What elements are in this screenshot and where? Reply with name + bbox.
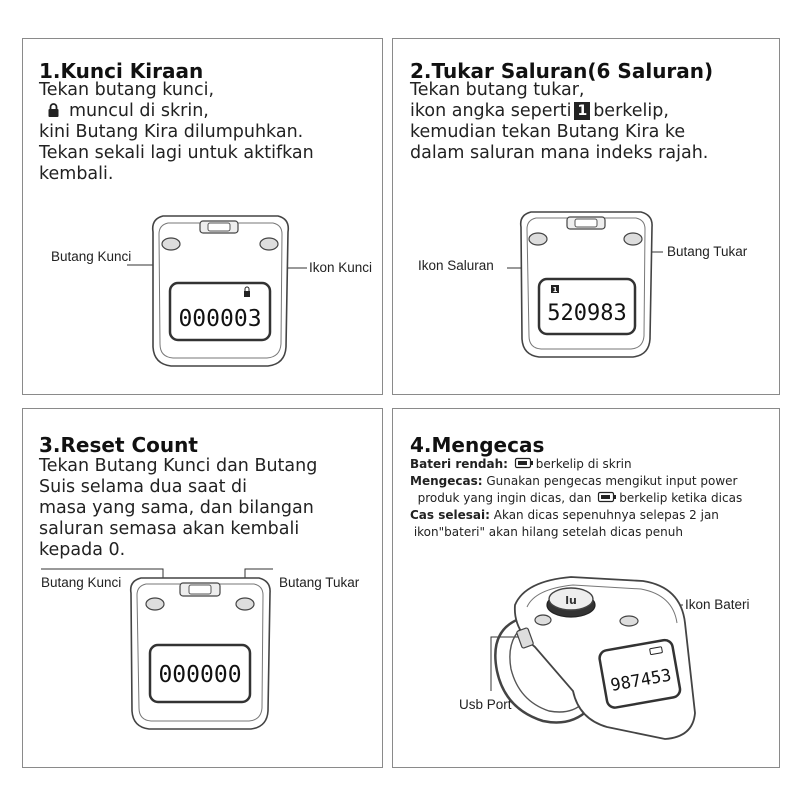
svg-text:1: 1 xyxy=(552,286,558,294)
panel-title: 2.Tukar Saluran(6 Saluran) xyxy=(410,59,714,83)
label-lock-icon: Ikon Kunci xyxy=(309,260,373,275)
label-battery-icon: Ikon Bateri xyxy=(685,597,750,612)
label-lock-button: Butang Kunci xyxy=(51,249,132,264)
instruction-line: kini Butang Kira dilumpuhkan. xyxy=(39,122,304,142)
counter-display: 000000 xyxy=(158,662,242,688)
instruction-line: Tekan Butang Kunci dan Butang xyxy=(39,456,318,476)
panel-title: 4.Mengecas xyxy=(410,433,545,457)
channel-number-icon: 1 xyxy=(574,102,590,120)
instruction-line: ikon"bateri" akan hilang setelah dicas penuh xyxy=(413,525,683,539)
instruction-line: Tekan sekali lagi untuk aktifkan xyxy=(39,143,314,163)
panel-switch-channel xyxy=(392,38,780,395)
panel-reset-count xyxy=(22,408,383,768)
counter-display: 000003 xyxy=(178,306,262,332)
label-switch-button: Butang Tukar xyxy=(667,244,748,259)
instruction-line: kepada 0. xyxy=(39,540,126,560)
counter-display: 987453 xyxy=(609,665,674,696)
counter-device-illustration xyxy=(23,409,384,769)
instruction-line: Tekan butang kunci, xyxy=(39,80,215,100)
label-lock-button: Butang Kunci xyxy=(41,575,122,590)
label-switch-button: Butang Tukar xyxy=(279,575,360,590)
counter-device-illustration xyxy=(23,39,384,396)
screen-lock-icon xyxy=(244,291,250,297)
counter-display: 520983 xyxy=(547,301,627,326)
instruction-line: saluran semasa akan kembali xyxy=(39,519,300,539)
label-usb-port: Usb Port xyxy=(459,697,512,712)
panel-lock-count xyxy=(22,38,383,395)
svg-text:lu: lu xyxy=(565,594,577,607)
label-channel-icon: Ikon Saluran xyxy=(418,258,494,273)
panel-title: 1.Kunci Kiraan xyxy=(39,59,204,83)
instruction-line: kemudian tekan Butang Kira ke xyxy=(410,122,686,142)
instruction-line: Cas selesai: Akan dicas sepenuhnya selepas 2 jan xyxy=(410,508,719,522)
instruction-line: Bateri rendah: berkelip di skrin xyxy=(410,457,632,471)
instruction-line: Mengecas: Gunakan pengecas mengikut input power xyxy=(410,474,738,488)
instruction-line: ikon angka seperti 1 berkelip, xyxy=(410,101,669,121)
instruction-line: produk yang ingin dicas, dan berkelip ketika dicas xyxy=(417,491,743,505)
instruction-line: muncul di skrin, xyxy=(39,101,314,122)
panel-title: 3.Reset Count xyxy=(39,433,198,457)
counter-device-illustration xyxy=(393,39,781,396)
instruction-line: dalam saluran mana indeks rajah. xyxy=(410,143,709,163)
panel-charging xyxy=(392,408,780,768)
instruction-line: Suis selama dua saat di xyxy=(39,477,247,497)
instruction-line: masa yang sama, dan bilangan xyxy=(39,498,314,518)
ring-counter-illustration xyxy=(393,409,781,769)
instruction-line: Tekan butang tukar, xyxy=(410,80,585,100)
instruction-line: kembali. xyxy=(39,164,114,184)
